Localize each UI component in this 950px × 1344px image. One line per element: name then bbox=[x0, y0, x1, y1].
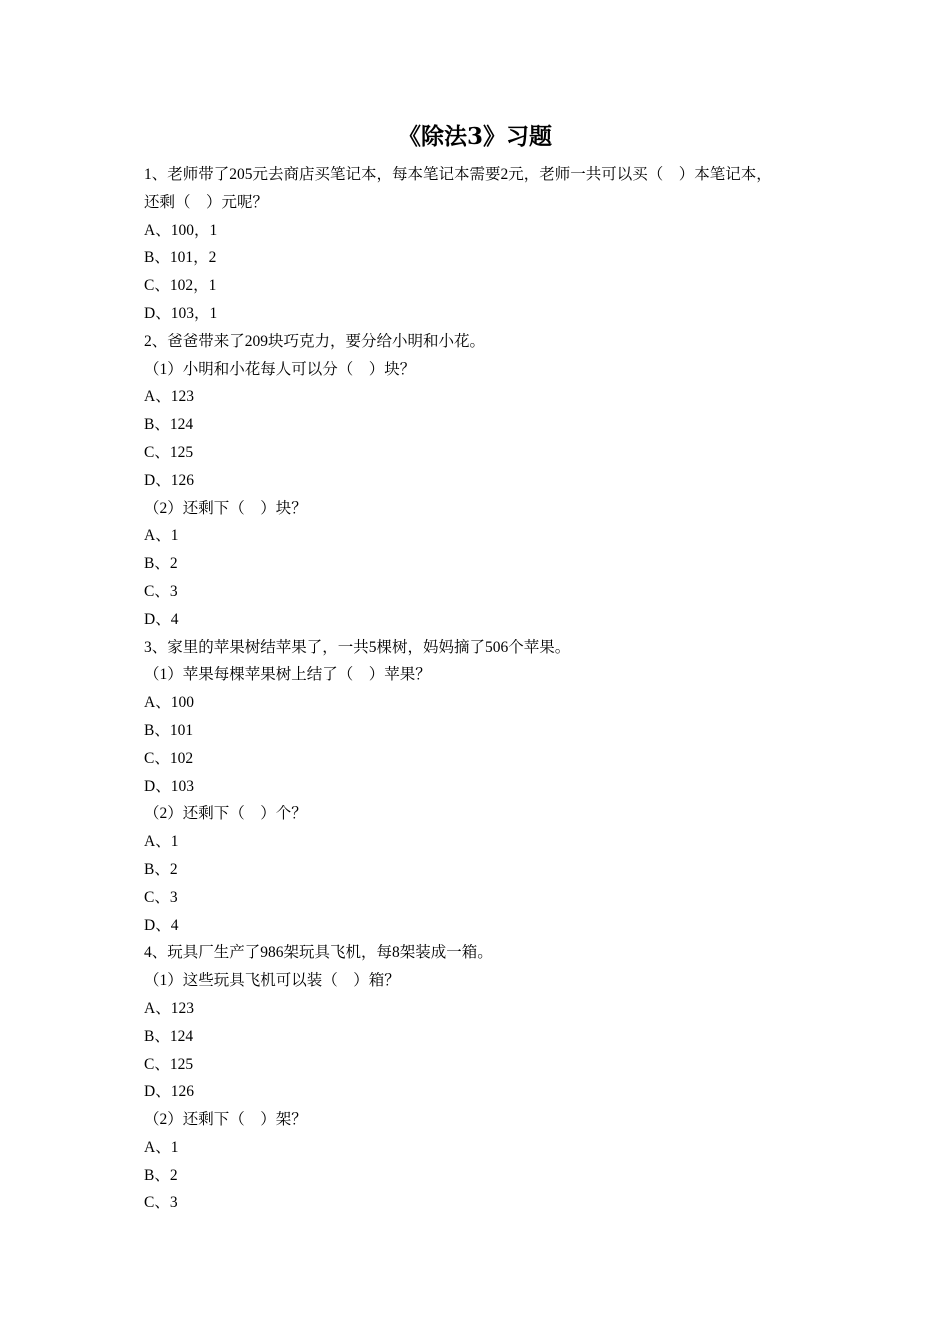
option-b: B、2 bbox=[144, 1166, 178, 1184]
sub-question: （2）还剩下（ ）架？ bbox=[144, 1111, 307, 1129]
option-c: C、125 bbox=[144, 1055, 194, 1073]
sub-question: （2）还剩下（ ）个？ bbox=[144, 805, 307, 823]
option-c: C、3 bbox=[144, 1194, 178, 1212]
question-1-text-cont: 还剩（ ）元呢？ bbox=[144, 193, 269, 211]
option-b: B、2 bbox=[144, 555, 178, 573]
option-a: A、100，1 bbox=[144, 221, 218, 239]
option-b: B、2 bbox=[144, 860, 178, 878]
question-3-text: 3、家里的苹果树结苹果了，一共5棵树，妈妈摘了506个苹果。 bbox=[144, 638, 571, 656]
option-d: D、126 bbox=[144, 471, 194, 489]
question-1-text: 1、老师带了205元去商店买笔记本，每本笔记本需要2元，老师一共可以买（ ）本笔记本， bbox=[144, 166, 772, 183]
option-a: A、123 bbox=[144, 388, 194, 406]
question-2-text: 2、爸爸带来了209块巧克力，要分给小明和小花。 bbox=[144, 332, 486, 350]
option-c: C、3 bbox=[144, 888, 178, 906]
sub-question: （1）这些玩具飞机可以装（ ）箱？ bbox=[144, 972, 400, 990]
option-d: D、4 bbox=[144, 610, 179, 628]
option-b: B、101，2 bbox=[144, 249, 217, 267]
sub-question: （1）小明和小花每人可以分（ ）块？ bbox=[144, 360, 416, 378]
document-body bbox=[144, 161, 812, 1217]
option-b: B、101 bbox=[144, 721, 194, 739]
option-a: A、1 bbox=[144, 833, 179, 851]
option-c: C、3 bbox=[144, 582, 178, 600]
option-b: B、124 bbox=[144, 1027, 194, 1045]
sub-question: （2）还剩下（ ）块？ bbox=[144, 499, 307, 517]
document-title: 《除法3》习题 bbox=[397, 123, 552, 150]
option-c: C、102，1 bbox=[144, 277, 217, 295]
option-d: D、4 bbox=[144, 916, 179, 934]
option-d: D、103 bbox=[144, 777, 194, 795]
sub-question: （1）苹果每棵苹果树上结了（ ）苹果？ bbox=[144, 666, 431, 684]
option-a: A、100 bbox=[144, 694, 194, 712]
option-c: C、102 bbox=[144, 749, 194, 767]
question-4-text: 4、玩具厂生产了986架玩具飞机，每8架装成一箱。 bbox=[144, 944, 493, 962]
option-c: C、125 bbox=[144, 443, 194, 461]
option-b: B、124 bbox=[144, 416, 194, 434]
option-a: A、1 bbox=[144, 527, 179, 545]
option-d: D、126 bbox=[144, 1083, 194, 1101]
option-d: D、103，1 bbox=[144, 304, 218, 322]
option-a: A、1 bbox=[144, 1138, 179, 1156]
option-a: A、123 bbox=[144, 999, 194, 1017]
